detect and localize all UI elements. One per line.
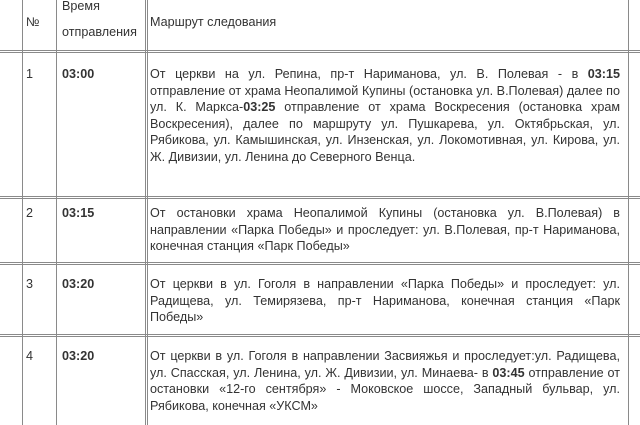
route-description (150, 205, 620, 255)
row-divider (0, 50, 640, 53)
row-divider (0, 196, 640, 199)
route-text-fragment: От церкви в ул. Гоголя в направлении Засвияжья и проследует:ул. Радищева, ул. Спасская, ул. Ленина, ул. Ж. Дивизии, ул. Минаева- в (150, 349, 620, 380)
row-number: 3 (26, 277, 34, 291)
route-text-fragment: От церкви на ул. Репина, пр-т Нариманова, ул. В. Полевая - в (150, 67, 588, 81)
departure-time: 03:20 (62, 277, 95, 291)
column-divider (145, 0, 148, 425)
row-number: 4 (26, 349, 34, 363)
route-description (150, 276, 620, 326)
route-time-fragment: 03:15 (587, 67, 620, 81)
route-description (150, 348, 620, 414)
row-divider (0, 334, 640, 337)
column-divider (628, 0, 629, 425)
route-text-fragment: отправление от храма Неопалимой Купины (остановка ул. В.Полевая) далее по ул. К. Маркса- (150, 83, 620, 115)
header-route: Маршрут следования (150, 15, 277, 29)
route-text-fragment: От церкви в ул. Гоголя в направлении «Парка Победы» и проследует: ул. Радищева, ул. Темирязева, пр-т Нариманова, конечная станция «Парк Победы» (150, 277, 620, 325)
departure-time: 03:15 (62, 206, 95, 220)
route-description (150, 66, 620, 166)
header-time-line2: отправления (62, 25, 137, 39)
header-num: № (26, 15, 40, 29)
route-text-fragment: отправление от храма Воскресения (остановка храм Воскресения), далее по маршруту ул. Пушкарева, ул. Октябрьская, ул. Рябикова, ул. Камышинская, ул. Инзенская, ул. Локомотивная, ул. Кирова, ул. Ж. Дивизии, ул. Ленина до Северного Венца. (150, 100, 620, 164)
column-divider (56, 0, 57, 425)
header-time-line1: Время (62, 0, 100, 13)
column-divider (22, 0, 23, 425)
route-time-fragment: 03:25 (243, 100, 276, 115)
departure-time: 03:20 (62, 349, 95, 363)
row-number: 2 (26, 206, 34, 220)
row-number: 1 (26, 67, 34, 81)
route-time-fragment: 03:45 (492, 365, 525, 380)
route-text-fragment: От остановки храма Неопалимой Купины (остановка ул. В.Полевая) в направлении «Парка Победы» и проследует: ул. В.Полевая, пр-т Нариманова, конечная станция «Парк Победы» (150, 206, 620, 254)
row-divider (0, 262, 640, 265)
route-text-fragment: отправление от остановки «12-го сентября» - Моковское шоссе, Западный бульвар, ул. Рябикова, конечная «УКСМ» (150, 365, 620, 413)
departure-time: 03:00 (62, 67, 95, 81)
